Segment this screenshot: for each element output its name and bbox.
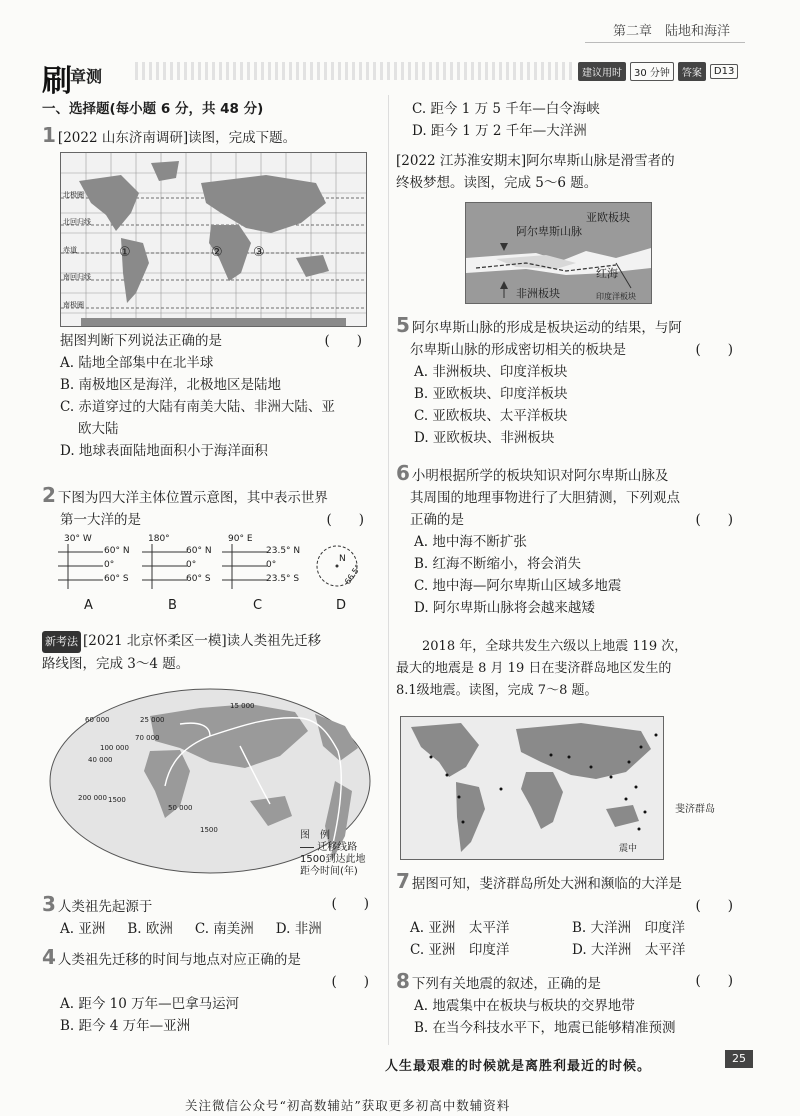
time-box	[578, 62, 738, 81]
earthquake-map-svg	[401, 717, 663, 859]
q6-number: 6	[396, 461, 410, 485]
map-area-2: ②	[211, 245, 223, 260]
footer-note: 关注微信公众号“初高数辅站”获取更多初高中数辅资料	[185, 1098, 511, 1113]
earthquake-map	[400, 716, 664, 860]
brand-subtitle: 章测	[70, 67, 103, 86]
legend-num-row: 1500到达此地	[300, 854, 366, 865]
q34-source: 新考法 [2021 北京怀柔区一模]读人类祖先迁移 路线图，完成 3～4 题。	[42, 630, 377, 675]
diagC-top: 90° E	[228, 534, 253, 544]
q1-option-a: A. 陆地全部集中在北半球	[60, 355, 214, 371]
q7-option-b: B. 大洋洲 印度洋	[572, 920, 686, 936]
q5-option-d: D. 亚欧板块、非洲板块	[414, 430, 555, 446]
q1-body	[60, 330, 370, 462]
diagD-letter: D	[336, 598, 347, 613]
section-heading: 一、选择题(每小题 6 分，共 48 分)	[42, 101, 264, 117]
label-eurasia: 亚欧板块	[586, 211, 630, 224]
lat-label-tropic-s: 南回归线	[63, 273, 91, 281]
q7-option-d: D. 大洋洲 太平洋	[572, 942, 686, 958]
q5-option-b: B. 亚欧板块、印度洋板块	[414, 386, 568, 402]
q2-stem: 下图为四大洋主体位置示意图，其中表示世界	[57, 490, 328, 506]
q5-option-c: C. 亚欧板块、太平洋板块	[414, 408, 568, 424]
map-legend-epicenter: 震中	[619, 844, 638, 854]
q6-body: 6 小明根据所学的板块知识对阿尔卑斯山脉及 其周围的地理事物进行了大胆猜测，下列观点 正确的是 ( ) A. 地中海不断扩张 B. 红海不断缩小，将会消失 C. 地中海—阿尔卑斯山区域多地震 D. 阿尔卑斯山脉将会越来越矮	[396, 462, 741, 619]
q4-body: 4 人类祖先迁移的时间与地点对应正确的是 ( ) A. 距今 10 万年—巴拿马运河 B. 距今 4 万年—亚洲	[42, 946, 377, 1037]
q6-option-c: C. 地中海—阿尔卑斯山区域多地震	[414, 578, 622, 594]
q4-cont	[412, 98, 752, 142]
page-number: 25	[725, 1050, 753, 1068]
q8-option-a: A. 地震集中在板块与板块的交界地带	[414, 998, 635, 1014]
q8-number: 8	[396, 969, 410, 993]
world-grid-map	[60, 152, 367, 327]
column-divider	[388, 95, 389, 1045]
diagB-top: 180°	[148, 534, 170, 544]
ocean-diagrams: 30° W 60° N 0° 60° S A 180° 60° N 0° 60° S B 90° E 23.5° N 0° 23.5° S C N 66.5° D	[64, 534, 363, 613]
diagB-letter: B	[168, 598, 177, 613]
q1-source	[42, 124, 372, 149]
q3-options	[60, 918, 377, 940]
q1-option-d: D. 地球表面陆地面积小于海洋面积	[60, 443, 268, 459]
diagA-letter: A	[84, 598, 93, 613]
q78-intro: 2018 年，全球共发生六级以上地震 119 次， 最大的地震是 8 月 19 日在斐济群岛地区发生的 8.1级地震。读图，完成 7～8 题。	[396, 639, 688, 698]
q4-number: 4	[42, 945, 56, 969]
q5-option-a: A. 非洲板块、印度洋板块	[414, 364, 568, 380]
label-africa: 非洲板块	[516, 287, 560, 300]
legend-title: 图 例	[300, 830, 330, 841]
q2-number: 2	[42, 483, 56, 507]
new-method-tag: 新考法	[42, 631, 81, 653]
world-grid-svg	[61, 153, 366, 326]
label-alps: 阿尔卑斯山脉	[516, 225, 582, 238]
brand-logo: 刷	[42, 64, 72, 99]
q7-number: 7	[396, 869, 410, 893]
map-area-1: ①	[119, 245, 131, 260]
q3-body: 3 人类祖先起源于 ( ) A. 亚洲 B. 欧洲 C. 南美洲 D. 非洲	[42, 893, 377, 940]
q3-option-d: D. 非洲	[275, 921, 322, 937]
q7-option-c: C. 亚洲 印度洋	[410, 942, 510, 958]
q6-option-d: D. 阿尔卑斯山脉将会越来越矮	[414, 600, 595, 616]
q1-source-text: [2022 山东济南调研]读图，完成下题。	[57, 130, 297, 146]
map-area-3: ③	[253, 245, 265, 260]
q7-body: 7 据图可知，斐济群岛所处大洲和濒临的大洋是 ( ) A. 亚洲 太平洋 B. 大洋洲 印度洋 C. 亚洲 印度洋 D. 大洋洲 太平洋	[396, 870, 741, 961]
q2-body	[42, 484, 372, 531]
q4-paren: ( )	[331, 974, 369, 990]
legend-desc: 距今时间(年)	[300, 866, 358, 877]
diagC-letter: C	[253, 598, 263, 613]
q8-option-b: B. 在当今科技水平下，地震已能够精准预测	[414, 1020, 676, 1036]
q4-option-b: B. 距今 4 万年—亚洲	[60, 1018, 191, 1034]
brand-decoration	[135, 62, 575, 80]
q56-source: [2022 江苏淮安期末]阿尔卑斯山脉是滑雪者的 终极梦想。读图，完成 5～6 题。	[396, 153, 675, 191]
answer-label: 答案	[678, 62, 706, 81]
diagA-top: 30° W	[64, 534, 92, 544]
diagD-deg: 66.5°	[342, 562, 363, 587]
time-value: 30 分钟	[630, 62, 674, 81]
motto: 人生最艰难的时候就是离胜利最近的时候。	[385, 1059, 652, 1074]
q2-stem-2: 第一大洋的是 ( )	[60, 512, 364, 528]
q3-option-b: B. 欧洲	[127, 921, 173, 937]
time-label: 建议用时	[578, 62, 626, 81]
q34-source-2: 路线图，完成 3～4 题。	[42, 656, 190, 672]
lat-label-equator: 赤道	[63, 246, 77, 254]
q1-number: 1	[42, 123, 56, 147]
q4-option-c: C. 距今 1 万 5 千年—白令海峡	[412, 101, 600, 117]
q6-option-b: B. 红海不断缩小，将会消失	[414, 556, 582, 572]
q1-stem: 据图判断下列说法正确的是 ( )	[60, 333, 362, 349]
lat-label-antarctic: 南极圈	[63, 301, 84, 309]
label-fiji: 斐济群岛	[675, 804, 715, 815]
lat-label-tropic-n: 北回归线	[63, 218, 91, 226]
q7-option-a: A. 亚洲 太平洋	[410, 920, 510, 936]
migration-legend	[300, 830, 365, 878]
q3-option-a: A. 亚洲	[60, 921, 106, 937]
q3-number: 3	[42, 892, 56, 916]
q1-option-c-cont: 欧大陆	[78, 421, 119, 437]
q7-paren: ( )	[695, 898, 733, 914]
q4-option-a: A. 距今 10 万年—巴拿马运河	[60, 996, 240, 1012]
q8-body: 8 下列有关地震的叙述，正确的是 ( ) A. 地震集中在板块与板块的交界地带 B. 在当今科技水平下，地震已能够精准预测	[396, 970, 741, 1039]
legend-line-row: 迁移线路	[300, 842, 365, 854]
migration-map: 15 000 25 000 60 000 70 000 100 000 40 000 200 000 1500 50 000 1500	[40, 686, 380, 886]
q5-body: 5 阿尔卑斯山脉的形成是板块运动的结果，与阿 尔卑斯山脉的形成密切相关的板块是 ( ) A. 非洲板块、印度洋板块 B. 亚欧板块、印度洋板块 C. 亚欧板块、太平洋板块 D. 亚欧板块、非洲板块	[396, 314, 741, 449]
q1-option-c: C. 赤道穿过的大陆有南美大陆、非洲大陆、亚	[60, 399, 335, 415]
q4-option-d: D. 距今 1 万 2 千年—大洋洲	[412, 123, 587, 139]
q5-number: 5	[396, 313, 410, 337]
q6-option-a: A. 地中海不断扩张	[414, 534, 527, 550]
header-rule	[585, 42, 745, 43]
q1-option-b: B. 南极地区是海洋，北极地区是陆地	[60, 377, 282, 393]
label-redsea: 红海	[596, 267, 618, 280]
chapter-title: 第二章 陆地和海洋	[612, 24, 730, 39]
label-indian: 印度洋板块	[596, 292, 636, 301]
answer-ref: D13	[710, 64, 738, 79]
q3-option-c: C. 南美洲	[194, 921, 254, 937]
alps-map	[465, 202, 652, 304]
lat-label-arctic: 北极圈	[63, 191, 84, 199]
diagD-north: N	[339, 554, 346, 564]
